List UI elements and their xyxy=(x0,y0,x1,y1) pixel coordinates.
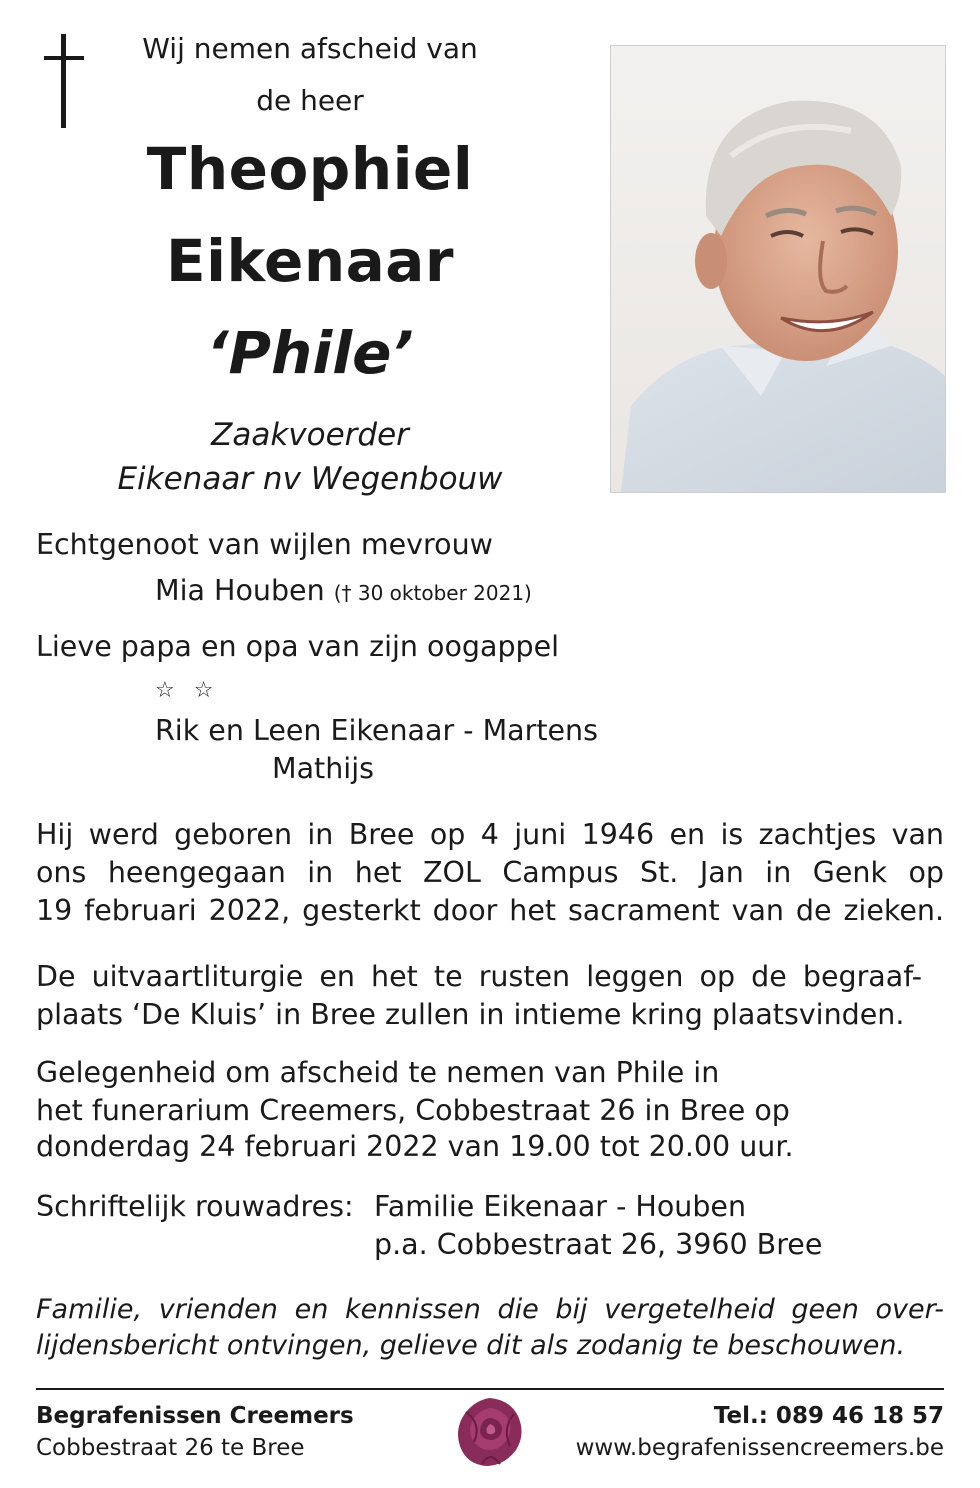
intro-line-1: Wij nemen afscheid van xyxy=(142,32,478,65)
visitation-line-3: donderdag 24 februari 2022 van 19.00 tot 20.00 uur. xyxy=(36,1130,794,1163)
footer-phone: Tel.: 089 46 18 57 xyxy=(713,1403,944,1429)
deceased-nickname: ‘Phile’ xyxy=(206,319,414,387)
cross-icon xyxy=(42,34,86,128)
spouse-label: Echtgenoot van wijlen mevrouw xyxy=(36,528,493,561)
visitation-line-1: Gelegenheid om afscheid te nemen van Phile in xyxy=(36,1056,720,1089)
family-label: Lieve papa en opa van zijn oogappel xyxy=(36,630,560,663)
deceased-first-name: Theophiel xyxy=(146,135,474,203)
spouse-name-line xyxy=(155,572,532,612)
family-children: Rik en Leen Eikenaar - Martens xyxy=(155,714,598,747)
role-title: Zaakvoerder xyxy=(211,417,409,453)
spouse-name: Mia Houben xyxy=(155,574,325,607)
footer-company: Begrafenissen Creemers xyxy=(36,1403,354,1429)
address-label: Schriftelijk rouwadres: xyxy=(36,1190,354,1223)
role-company: Eikenaar nv Wegenbouw xyxy=(117,461,503,497)
notice-line-2: lijdensbericht ontvingen, gelieve dit als zodanig te beschouwen. xyxy=(36,1330,906,1361)
spouse-death-note: († 30 oktober 2021) xyxy=(333,581,532,605)
footer-street: Cobbestraat 26 te Bree xyxy=(36,1435,305,1461)
birth-death-line-3: 19 februari 2022, gesterkt door het sacrament van de zieken. xyxy=(36,894,944,927)
visitation-line-2: het funerarium Creemers, Cobbestraat 26 in Bree op xyxy=(36,1094,790,1127)
portrait-photo xyxy=(610,45,946,493)
footer-website[interactable]: www.begrafenissencreemers.be xyxy=(575,1435,944,1461)
funeral-line-1: De uitvaartliturgie en het te rusten leggen op de begraaf- xyxy=(36,960,922,993)
funeral-line-2: plaats ‘De Kluis’ in Bree zullen in intieme kring plaatsvinden. xyxy=(36,998,905,1031)
footer-divider xyxy=(36,1388,944,1390)
birth-death-line-2: ons heengegaan in het ZOL Campus St. Jan in Genk op xyxy=(36,856,944,889)
star-icons: ☆ ☆ xyxy=(155,678,220,703)
rose-logo-icon xyxy=(452,1394,528,1470)
notice-line-1: Familie, vrienden en kennissen die bij vergetelheid geen over- xyxy=(36,1294,944,1325)
address-line-2: p.a. Cobbestraat 26, 3960 Bree xyxy=(374,1228,823,1261)
birth-death-line-1: Hij werd geboren in Bree op 4 juni 1946 en is zachtjes van xyxy=(36,818,944,851)
family-grandchild: Mathijs xyxy=(272,752,374,785)
portrait-illustration xyxy=(611,46,945,492)
intro-line-2: de heer xyxy=(256,84,364,117)
deceased-last-name: Eikenaar xyxy=(165,227,455,295)
address-line-1: Familie Eikenaar - Houben xyxy=(374,1190,747,1223)
